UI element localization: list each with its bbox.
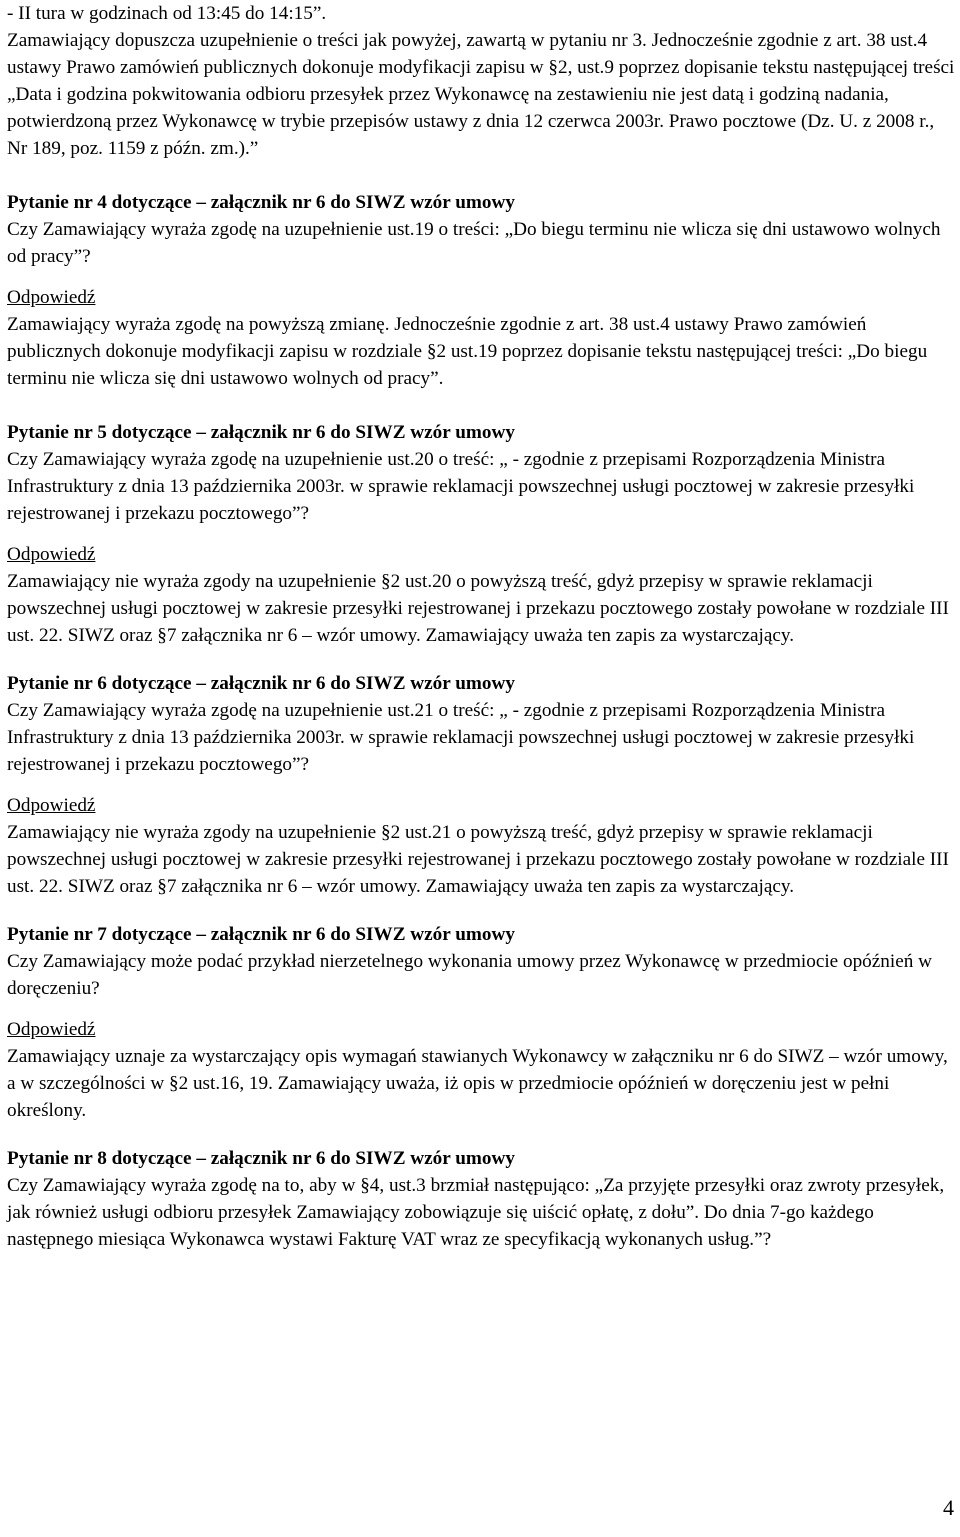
answer-text: Zamawiający nie wyraża zgody na uzupełnienie §2 ust.21 o powyższą treść, gdyż przepisy w sprawie reklamacji powszechnej usługi pocztowej w zakresie przesyłki rejestrowanej i przekazu pocztowego zostały powołane w rozdziale III ust. 22. SIWZ oraz §7 załącznika nr 6 – wzór umowy. Zamawiający uważa ten zapis za wystarczający. (7, 822, 949, 897)
question-block-5 (7, 419, 955, 649)
question-heading: Pytanie nr 7 dotyczące – załącznik nr 6 do SIWZ wzór umowy (7, 924, 515, 945)
intro-paragraph: Zamawiający dopuszcza uzupełnienie o treści jak powyżej, zawartą w pytaniu nr 3. Jednocześnie zgodnie z art. 38 ust.4 ustawy Prawo zamówień publicznych dokonuje modyfikacji zapisu w §2, ust.9 poprzez dopisanie tekstu następującej treści „Data i godzina pokwitowania odbioru przesyłek przez Wykonawcę na zestawieniu nie jest datą i godziną nadania, potwierdzoną przez Wykonawcę w trybie przepisów ustawy z dnia 12 czerwca 2003r. Prawo pocztowe (Dz. U. z 2008 r., Nr 189, poz. 1159 z późn. zm.).” (7, 30, 955, 159)
page-number: 4 (943, 1495, 954, 1520)
question-block-7 (7, 921, 955, 1124)
answer-text: Zamawiający nie wyraża zgody na uzupełnienie §2 ust.20 o powyższą treść, gdyż przepisy w sprawie reklamacji powszechnej usługi pocztowej w zakresie przesyłki rejestrowanej i przekazu pocztowego zostały powołane w rozdziale III ust. 22. SIWZ oraz §7 załącznika nr 6 – wzór umowy. Zamawiający uważa ten zapis za wystarczający. (7, 571, 949, 646)
answer-text: Zamawiający wyraża zgodę na powyższą zmianę. Jednocześnie zgodnie z art. 38 ust.4 ustawy Prawo zamówień publicznych dokonuje modyfikacji zapisu w rozdziale §2 ust.19 poprzez dopisanie tekstu następującej treści: „Do biegu terminu nie wlicza się dni ustawowo wolnych od pracy”. (7, 314, 928, 389)
question-heading: Pytanie nr 5 dotyczące – załącznik nr 6 do SIWZ wzór umowy (7, 422, 515, 443)
question-block-4 (7, 189, 955, 392)
question-heading: Pytanie nr 6 dotyczące – załącznik nr 6 do SIWZ wzór umowy (7, 673, 515, 694)
answer-label: Odpowiedź (7, 795, 96, 816)
question-text: Czy Zamawiający wyraża zgodę na uzupełnienie ust.20 o treść: „ - zgodnie z przepisami Rozporządzenia Ministra Infrastruktury z dnia 13 października 2003r. w sprawie reklamacji powszechnej usługi pocztowej w zakresie przesyłki rejestrowanej i przekazu pocztowego”? (7, 449, 915, 524)
answer-label: Odpowiedź (7, 287, 96, 308)
answer-text: Zamawiający uznaje za wystarczający opis wymagań stawianych Wykonawcy w załączniku nr 6 do SIWZ – wzór umowy, a w szczególności w §2 ust.16, 19. Zamawiający uważa, iż opis w przedmiocie opóźnień w doręczeniu jest w pełni określony. (7, 1046, 948, 1121)
answer-label: Odpowiedź (7, 544, 96, 565)
intro-line: - II tura w godzinach od 13:45 do 14:15”. (7, 3, 327, 24)
question-heading: Pytanie nr 4 dotyczące – załącznik nr 6 do SIWZ wzór umowy (7, 192, 515, 213)
question-block-8 (7, 1145, 955, 1253)
question-text: Czy Zamawiający wyraża zgodę na uzupełnienie ust.19 o treści: „Do biegu terminu nie wlicza się dni ustawowo wolnych od pracy”? (7, 219, 941, 267)
answer-label: Odpowiedź (7, 1019, 96, 1040)
document-page (7, 0, 955, 1253)
question-text: Czy Zamawiający wyraża zgodę na to, aby w §4, ust.3 brzmiał następująco: „Za przyjęte przesyłki oraz zwroty przesyłek, jak również usługi odbioru przesyłek Zamawiający zobowiązuje się uiścić opłatę, z dołu”. Do dnia 7-go każdego następnego miesiąca Wykonawca wystawi Fakturę VAT wraz ze specyfikacją wykonanych usług.”? (7, 1175, 945, 1250)
question-block-6 (7, 670, 955, 900)
question-heading: Pytanie nr 8 dotyczące – załącznik nr 6 do SIWZ wzór umowy (7, 1148, 515, 1169)
question-text: Czy Zamawiający wyraża zgodę na uzupełnienie ust.21 o treść: „ - zgodnie z przepisami Rozporządzenia Ministra Infrastruktury z dnia 13 października 2003r. w sprawie reklamacji powszechnej usługi pocztowej w zakresie przesyłki rejestrowanej i przekazu pocztowego”? (7, 700, 915, 775)
question-text: Czy Zamawiający może podać przykład nierzetelnego wykonania umowy przez Wykonawcę w przedmiocie opóźnień w doręczeniu? (7, 951, 932, 999)
